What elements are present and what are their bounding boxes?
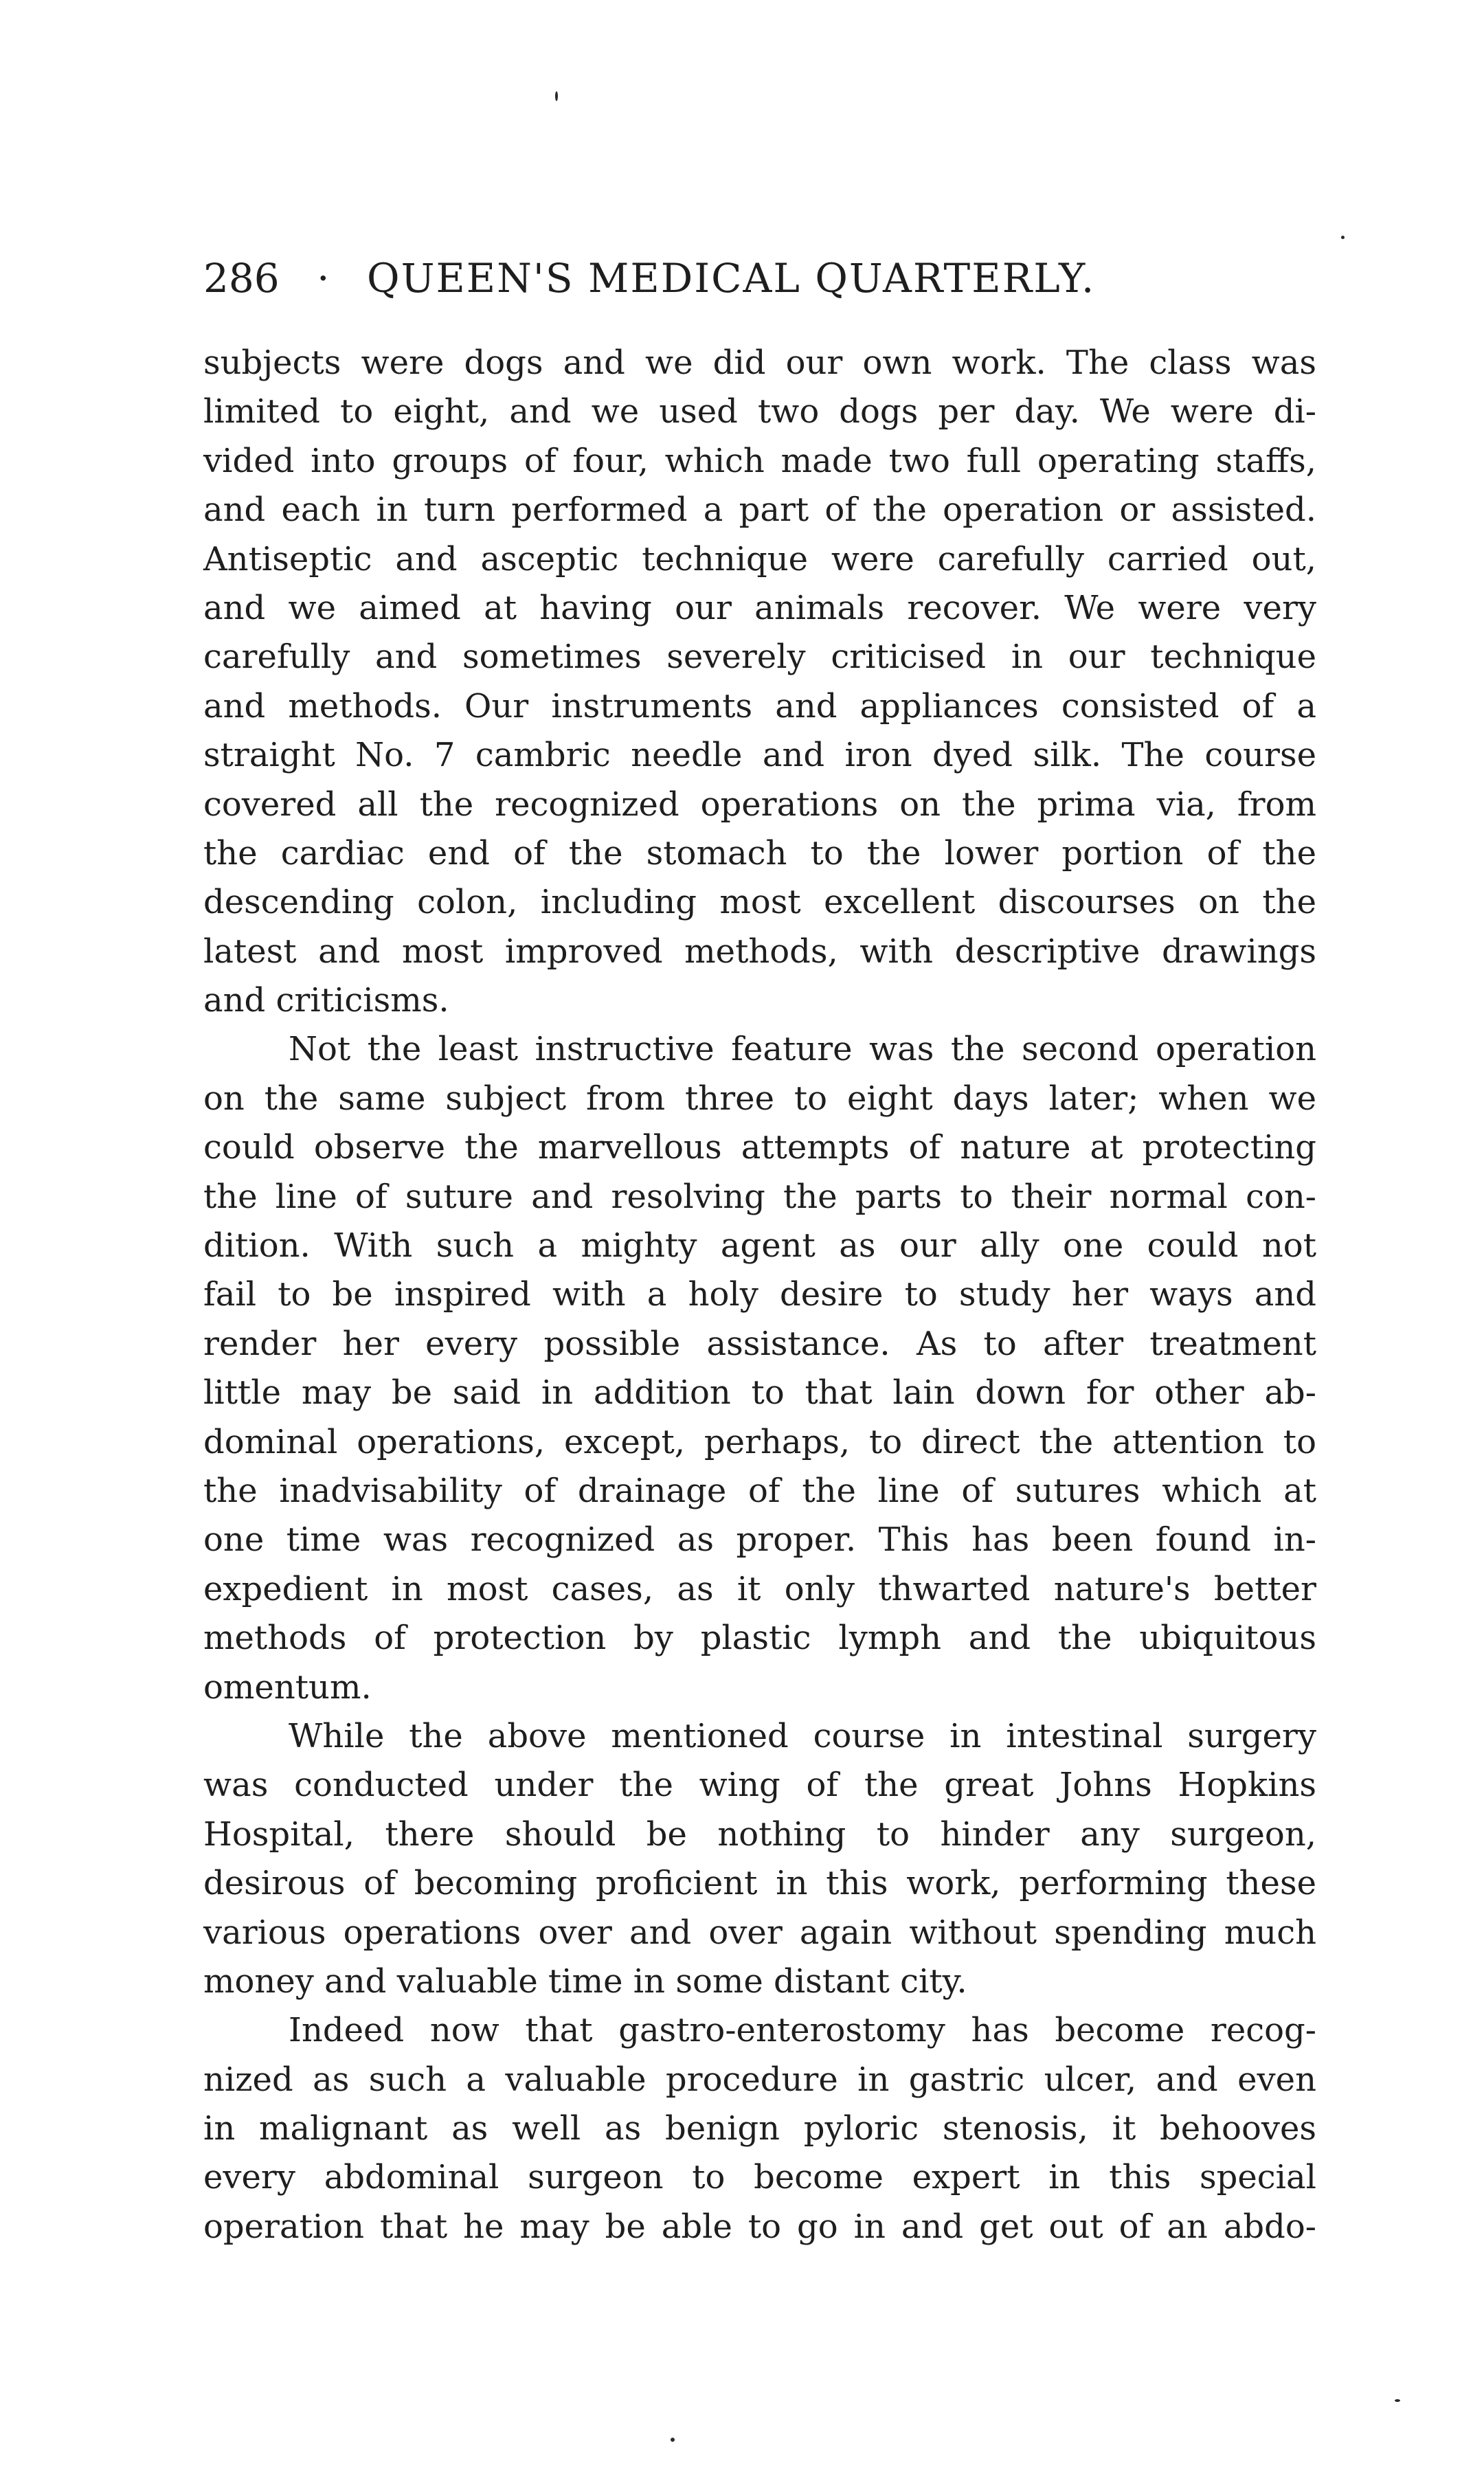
text-line: every abdominal surgeon to become expert in this special (203, 2158, 1316, 2197)
header-separator: · (317, 255, 330, 302)
text-line: vided into groups of four, which made two full operating staffs, (203, 441, 1316, 480)
text-line: Antiseptic and asceptic technique were carefully carried out, (203, 539, 1316, 578)
text-line: and each in turn performed a part of the operation or assisted. (203, 491, 1316, 530)
text-line: covered all the recognized operations on the prima via, from (203, 785, 1316, 824)
text-line: descending colon, including most excellent discourses on the (203, 883, 1316, 922)
text-line: one time was recognized as proper. This has been found in- (203, 1520, 1316, 1560)
text-line: dition. With such a mighty agent as our ally one could not (203, 1226, 1316, 1266)
text-line: and we aimed at having our animals recover. We were very (203, 588, 1316, 627)
text-line: nized as such a valuable procedure in gastric ulcer, and even (203, 2060, 1316, 2099)
text-line: expedient in most cases, as it only thwarted nature's better (203, 1569, 1316, 1608)
text-line: fail to be inspired with a holy desire to study her ways and (203, 1275, 1316, 1314)
text-line: money and valuable time in some distant city. (203, 1962, 967, 2001)
text-line: latest and most improved methods, with descriptive drawings (203, 932, 1316, 971)
scan-speck (1341, 236, 1345, 239)
text-line: desirous of becoming proficient in this work, performing these (203, 1864, 1316, 1903)
page-header (203, 247, 1364, 309)
text-line: operation that he may be able to go in and get out of an abdo- (203, 2207, 1316, 2246)
text-line: and methods. Our instruments and appliances consisted of a (203, 686, 1316, 726)
scan-speck (555, 91, 558, 101)
paragraph-3 (203, 1712, 1316, 2006)
text-line: the inadvisability of drainage of the line of sutures which at (203, 1471, 1316, 1510)
text-line: little may be said in addition to that lain down for other ab- (203, 1373, 1316, 1413)
scan-speck (1395, 2399, 1400, 2402)
text-line: straight No. 7 cambric needle and iron dyed silk. The course (203, 736, 1316, 775)
text-line: the line of suture and resolving the parts to their normal con- (203, 1177, 1316, 1216)
text-line: the cardiac end of the stomach to the lower portion of the (203, 833, 1316, 873)
text-line: limited to eight, and we used two dogs per day. We were di- (203, 392, 1316, 431)
paragraph-2 (203, 1025, 1316, 1711)
paragraph-4 (203, 2006, 1316, 2251)
text-line: Hospital, there should be nothing to hinder any surgeon, (203, 1814, 1316, 1854)
text-line: subjects were dogs and we did our own work. The class was (203, 344, 1316, 382)
text-line: in malignant as well as benign pyloric stenosis, it behooves (203, 2109, 1316, 2148)
article-body (203, 339, 1316, 2251)
text-line: dominal operations, except, perhaps, to direct the attention to (203, 1422, 1316, 1461)
text-line: Not the least instructive feature was the second operation (289, 1030, 1316, 1069)
text-line: While the above mentioned course in intestinal surgery (289, 1716, 1316, 1755)
text-line: omentum. (203, 1667, 372, 1707)
text-line: and criticisms. (203, 981, 449, 1020)
text-line: on the same subject from three to eight days later; when we (203, 1079, 1316, 1118)
text-line: methods of protection by plastic lymph and the ubiquitous (203, 1619, 1316, 1658)
text-line: carefully and sometimes severely criticised in our technique (203, 638, 1316, 677)
scan-speck (671, 2438, 675, 2442)
text-line: render her every possible assistance. As to after treatment (203, 1324, 1316, 1363)
text-line: Indeed now that gastro-enterostomy has become recog- (289, 2011, 1316, 2050)
text-line: various operations over and over again without spending much (203, 1913, 1316, 1952)
text-line: was conducted under the wing of the great Johns Hopkins (203, 1766, 1316, 1805)
running-title: QUEEN'S MEDICAL QUARTERLY. (367, 255, 1096, 302)
paragraph-1 (203, 339, 1316, 1025)
text-line: could observe the marvellous attempts of nature at protecting (203, 1128, 1316, 1167)
page-number: 286 (203, 255, 280, 302)
